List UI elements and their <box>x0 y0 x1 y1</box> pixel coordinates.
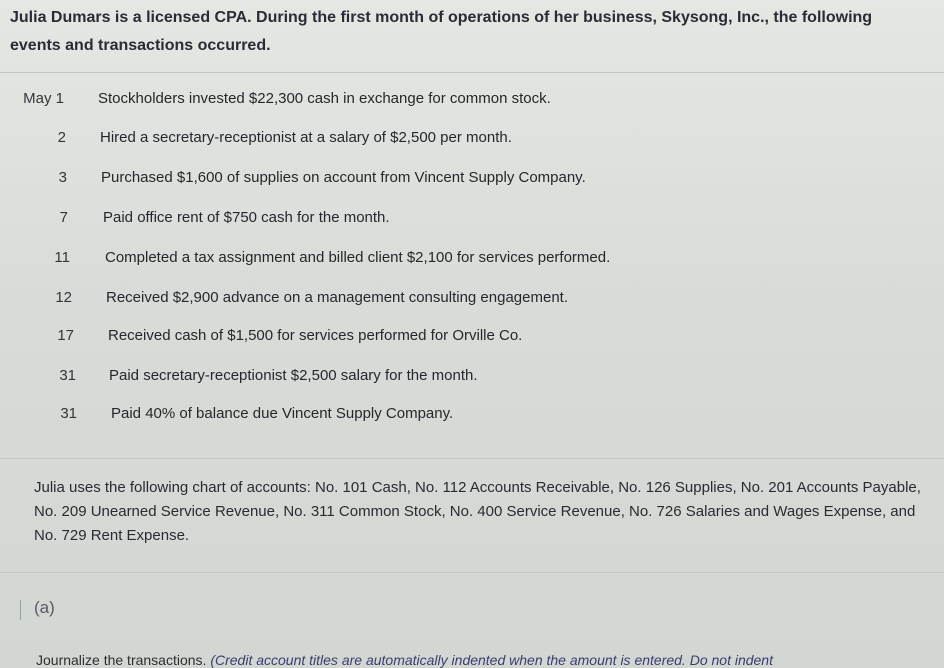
problem-intro: Julia Dumars is a licensed CPA. During the first month of operations of her business, Skysong, Inc., the following events and transactions occurred. <box>10 9 873 54</box>
transaction-date: 3 <box>58 169 67 186</box>
transaction-date: 31 <box>60 405 77 422</box>
transaction-date: May 1 <box>23 90 64 107</box>
transaction-date: 17 <box>57 327 74 344</box>
transaction-date: 7 <box>59 209 68 226</box>
section-divider <box>0 458 944 459</box>
section-divider <box>0 572 944 573</box>
instructions-lead: Journalize the transactions. <box>36 652 207 668</box>
chart-of-accounts: Julia uses the following chart of accounts: No. 101 Cash, No. 112 Accounts Receivable, No. 126 Supplies, No. 201 Accounts Payable, No. 209 Unearned Service Revenue, No. 311 Common Stock, No. 400 Service Revenue, No. 726 Salaries and Wages Expense, and No. 729 Rent Expense. <box>34 479 921 544</box>
transaction-description: Stockholders invested $22,300 cash in exchange for common stock. <box>98 90 551 107</box>
part-label: (a) <box>34 598 55 617</box>
transaction-description: Paid secretary-receptionist $2,500 salary for the month. <box>109 367 478 384</box>
section-divider <box>0 72 944 73</box>
transaction-description: Completed a tax assignment and billed client $2,100 for services performed. <box>105 249 611 266</box>
transaction-description: Paid 40% of balance due Vincent Supply Company. <box>111 405 454 422</box>
transaction-description: Paid office rent of $750 cash for the month. <box>103 209 390 226</box>
transaction-description: Received cash of $1,500 for services performed for Orville Co. <box>108 327 523 344</box>
transaction-description: Purchased $1,600 of supplies on account from Vincent Supply Company. <box>101 169 586 186</box>
transaction-description: Hired a secretary-receptionist at a salary of $2,500 per month. <box>100 129 512 146</box>
transaction-date: 31 <box>59 367 76 384</box>
instructions-note: (Credit account titles are automatically indented when the amount is entered. Do not indent <box>210 652 773 668</box>
transaction-date: 12 <box>55 289 72 306</box>
transaction-date: 11 <box>54 249 70 266</box>
transaction-date: 2 <box>57 129 66 146</box>
journalize-instructions <box>36 652 936 668</box>
transaction-description: Received $2,900 advance on a management consulting engagement. <box>106 289 568 306</box>
